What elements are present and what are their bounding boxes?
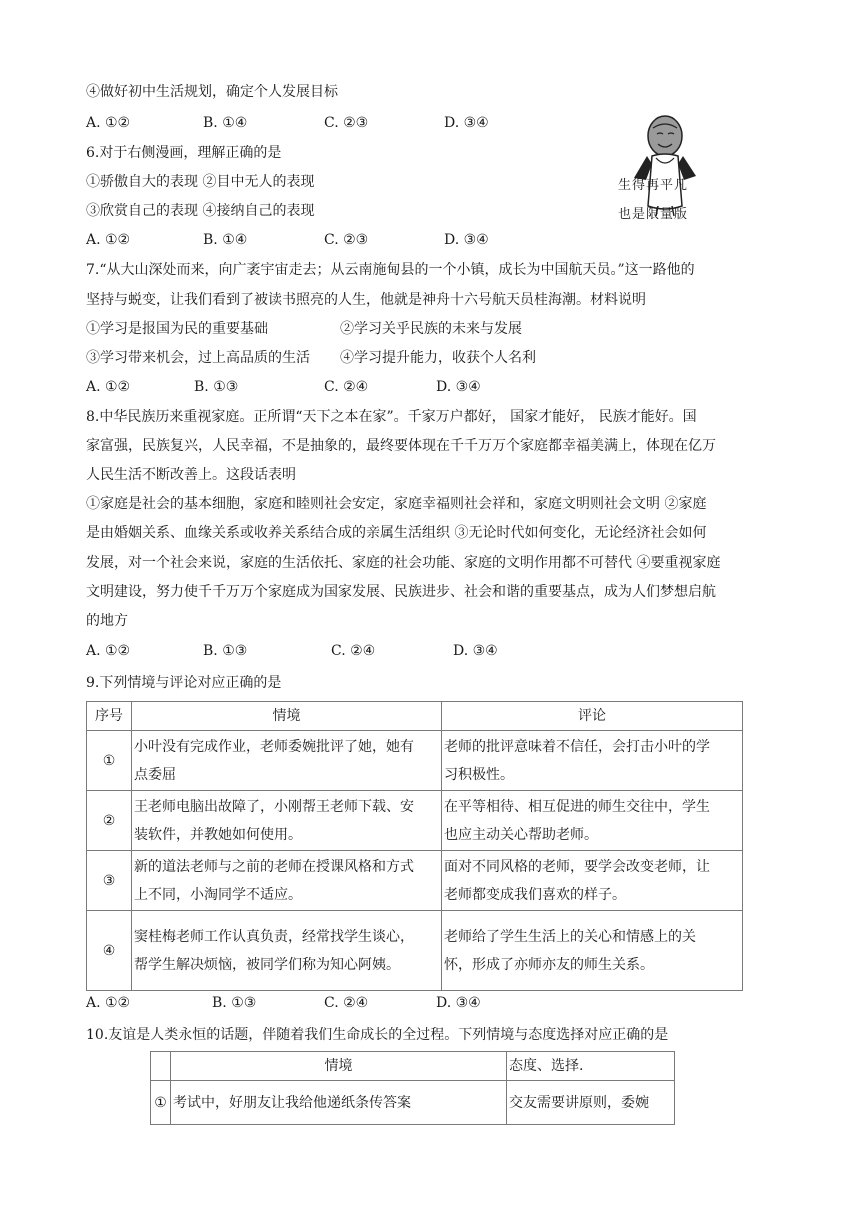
table-row xyxy=(87,791,743,851)
q9-option-b: B. ①③ xyxy=(212,995,257,1011)
q6-option-b: B. ①④ xyxy=(203,232,248,248)
table-row xyxy=(151,1081,675,1125)
q10-header-number xyxy=(151,1052,171,1081)
row-situation: 考试中，好朋友让我给他递纸条传答案 xyxy=(171,1081,507,1125)
q7-option-a: A. ①② xyxy=(86,379,131,395)
q10-header-situation: 情境 xyxy=(171,1052,507,1081)
q8-option-a: A. ①② xyxy=(86,643,131,659)
q9-table-header xyxy=(87,702,743,731)
q7-item-2: ②学习关乎民族的未来与发展 xyxy=(340,321,522,337)
q7-stem-line-2: 坚持与蜕变，让我们看到了被读书照亮的人生，他就是神舟十六号航天员桂海潮。材料说明 xyxy=(86,292,646,308)
q5-option-b: B. ①④ xyxy=(203,115,248,131)
table-row xyxy=(87,851,743,911)
comment-line: 老师的批评意味着不信任，会打击小叶的学 xyxy=(444,738,710,755)
row-comment xyxy=(442,731,743,791)
situation-line: 新的道法老师与之前的老师在授课风格和方式 xyxy=(134,858,414,875)
situation-line: 上不同，小淘同学不适应。 xyxy=(134,886,302,903)
cartoon-illustration xyxy=(620,108,710,218)
q6-items-line-2: ③欣赏自己的表现 ④接纳自己的表现 xyxy=(86,203,315,219)
q7-item-1: ①学习是报国为民的重要基础 xyxy=(86,321,268,337)
row-attitude: 交友需要讲原则，委婉 xyxy=(507,1081,675,1125)
q8-option-c: C. ②④ xyxy=(331,643,376,659)
q7-item-4: ④学习提升能力，收获个人名利 xyxy=(340,350,536,366)
q6-option-d: D. ③④ xyxy=(444,232,489,248)
row-comment xyxy=(442,911,743,991)
q9-stem: 9.下列情境与评论对应正确的是 xyxy=(86,675,282,691)
situation-line: 小叶没有完成作业，老师委婉批评了她，她有 xyxy=(134,738,414,755)
row-comment xyxy=(442,851,743,911)
q7-stem-line-1: 7.“从大山深处而来，向广袤宇宙走去；从云南施甸县的一个小镇，成长为中国航天员。”这一路他的 xyxy=(86,262,695,278)
q8-items-line-1: ①家庭是社会的基本细胞，家庭和睦则社会安定，家庭幸福则社会祥和，家庭文明则社会文明 ②家庭 xyxy=(86,496,707,512)
row-situation xyxy=(132,731,442,791)
situation-line: 点委屈 xyxy=(134,766,176,783)
q7-item-3: ③学习带来机会，过上高品质的生活 xyxy=(86,350,310,366)
q8-option-b: B. ①③ xyxy=(203,643,248,659)
q5-option-c: C. ②③ xyxy=(324,115,369,131)
row-number: ② xyxy=(87,791,132,851)
q9-option-a: A. ①② xyxy=(86,995,131,1011)
situation-line: 窦桂梅老师工作认真负责，经常找学生谈心， xyxy=(134,928,414,945)
q6-option-a: A. ①② xyxy=(86,232,131,248)
comment-line: 在平等相待、相互促进的师生交往中，学生 xyxy=(444,798,710,815)
row-situation xyxy=(132,851,442,911)
row-number: ① xyxy=(151,1081,171,1125)
row-number: ④ xyxy=(87,911,132,991)
q8-items-line-5: 的地方 xyxy=(86,613,128,629)
q7-option-d: D. ③④ xyxy=(436,379,481,395)
situation-line: 帮学生解决烦恼，被同学们称为知心阿姨。 xyxy=(134,956,400,973)
q9-table xyxy=(86,701,743,991)
q5-item-4: ④做好初中生活规划，确定个人发展目标 xyxy=(86,84,338,100)
cartoon-caption-2: 也是限量版 xyxy=(618,207,689,222)
q9-header-situation: 情境 xyxy=(132,702,442,731)
q6-stem: 6.对于右侧漫画，理解正确的是 xyxy=(86,145,282,161)
q6-option-c: C. ②③ xyxy=(324,232,369,248)
q8-items-line-2: 是由婚姻关系、血缘关系或收养关系结合成的亲属生活组织 ③无论时代如何变化，无论经济社会如何 xyxy=(86,525,707,541)
situation-line: 王老师电脑出故障了，小刚帮王老师下载、安 xyxy=(134,798,414,815)
row-number: ③ xyxy=(87,851,132,911)
q8-stem-line-1: 8.中华民族历来重视家庭。正所谓“天下之本在家”。千家万户都好， 国家才能好， 民族才能好。国 xyxy=(86,409,697,425)
q6-items-line-1: ①骄傲自大的表现 ②目中无人的表现 xyxy=(86,174,315,190)
q10-stem: 10.友谊是人类永恒的话题，伴随着我们生命成长的全过程。下列情境与态度选择对应正确的是 xyxy=(86,1027,669,1043)
row-comment xyxy=(442,791,743,851)
q7-option-c: C. ②④ xyxy=(324,379,369,395)
q10-header-attitude: 态度、选择. xyxy=(507,1052,675,1081)
comment-line: 老师都变成我们喜欢的样子。 xyxy=(444,886,626,903)
comment-line: 老师给了学生生活上的关心和情感上的关 xyxy=(444,928,696,945)
row-number: ① xyxy=(87,731,132,791)
q8-items-line-3: 发展，对一个社会来说，家庭的生活依托、家庭的社会功能、家庭的文明作用都不可替代 ④要重视家庭 xyxy=(86,555,721,571)
q5-option-a: A. ①② xyxy=(86,115,131,131)
q8-stem-line-2: 家富强，民族复兴，人民幸福，不是抽象的，最终要体现在千千万万个家庭都幸福美满上，体现在亿万 xyxy=(86,438,716,454)
q9-header-comment: 评论 xyxy=(442,702,743,731)
q10-table xyxy=(150,1051,675,1125)
table-row xyxy=(87,911,743,991)
row-situation xyxy=(132,911,442,991)
q8-items-line-4: 文明建设，努力使千千万万个家庭成为国家发展、民族进步、社会和谐的重要基点，成为人们梦想启航 xyxy=(86,584,716,600)
comment-line: 怀，形成了亦师亦友的师生关系。 xyxy=(444,956,654,973)
comment-line: 习积极性。 xyxy=(444,766,514,783)
q8-stem-line-3: 人民生活不断改善上。这段话表明 xyxy=(86,467,296,483)
comment-line: 面对不同风格的老师，要学会改变老师，让 xyxy=(444,858,710,875)
cartoon-caption-1: 生得再平凡 xyxy=(618,178,689,193)
situation-line: 装软件，并教她如何使用。 xyxy=(134,826,302,843)
row-situation xyxy=(132,791,442,851)
table-row xyxy=(87,731,743,791)
q8-option-d: D. ③④ xyxy=(453,643,498,659)
q9-option-d: D. ③④ xyxy=(436,995,481,1011)
comment-line: 也应主动关心帮助老师。 xyxy=(444,826,598,843)
q10-table-header xyxy=(151,1052,675,1081)
q5-option-d: D. ③④ xyxy=(444,115,489,131)
q7-option-b: B. ①③ xyxy=(194,379,239,395)
q9-header-number: 序号 xyxy=(87,702,132,731)
q9-option-c: C. ②④ xyxy=(324,995,369,1011)
